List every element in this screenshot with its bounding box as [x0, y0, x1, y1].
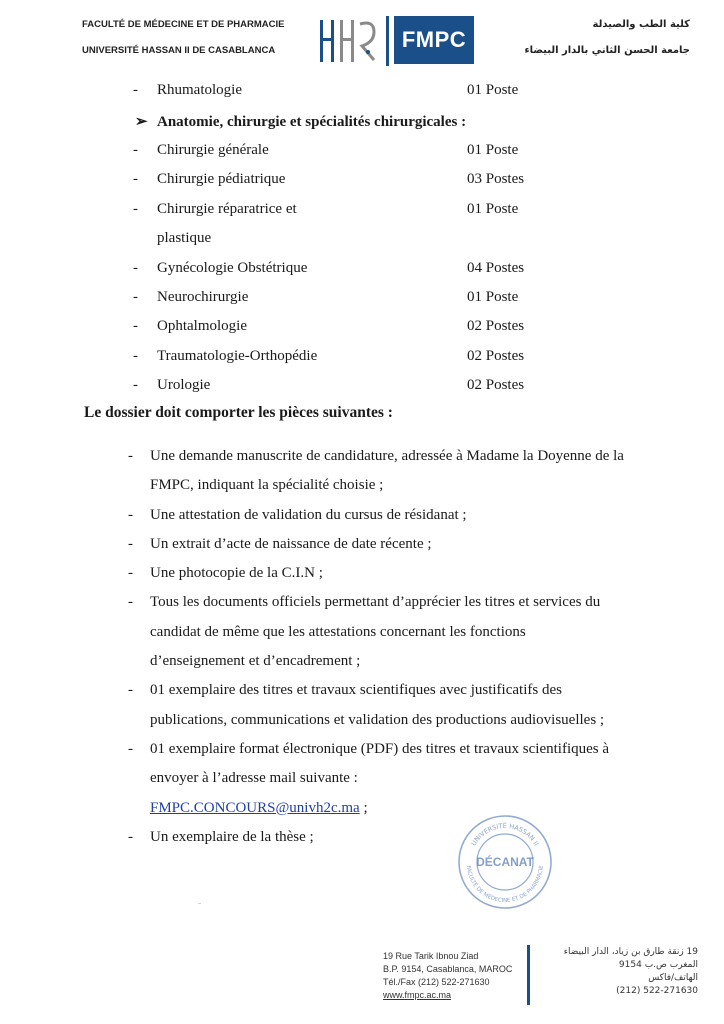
specialty-name: Traumatologie-Orthopédie [157, 348, 318, 364]
document-text: Un exemplaire de la thèse ; [150, 828, 314, 845]
list-dash: - [128, 594, 133, 611]
post-count: 03 Postes [467, 171, 525, 187]
email-link[interactable]: FMPC.CONCOURS@univh2c.ma [150, 799, 360, 816]
post-count: 01 Poste [467, 82, 519, 98]
stamp-top-text: UNIVERSITÉ HASSAN II [469, 821, 541, 848]
list-dash: - [128, 448, 133, 464]
faculty-name-fr: FACULTÉ DE MÉDECINE ET DE PHARMACIE [82, 19, 285, 30]
post-count: 02 Postes [467, 377, 525, 393]
list-dash: - [128, 535, 133, 552]
specialty-row [0, 82, 724, 111]
post-count: 01 Poste [467, 201, 519, 217]
list-item [0, 530, 724, 559]
list-item [0, 501, 724, 530]
stamp-seal-icon [455, 812, 555, 912]
list-dash: - [128, 682, 133, 699]
list-item [0, 588, 724, 676]
specialty-row [0, 289, 724, 318]
stamp-center-text: DÉCANAT [476, 855, 534, 869]
list-item [0, 735, 724, 823]
header-right [524, 12, 690, 64]
specialty-name: Urologie [157, 377, 211, 393]
post-count: 01 Poste [467, 289, 519, 305]
list-dash: - [133, 348, 138, 364]
list-dash: - [128, 740, 133, 757]
specialty-name: Chirurgie réparatrice et [157, 201, 297, 217]
list-item [0, 823, 724, 852]
specialty-row [0, 201, 724, 230]
university-name-fr: UNIVERSITÉ HASSAN II DE CASABLANCA [82, 45, 276, 56]
specialty-name: Gynécologie Obstétrique [157, 260, 308, 276]
list-dash: - [133, 82, 138, 98]
list-dash: - [133, 289, 138, 305]
specialty-row [0, 171, 724, 200]
dossier-heading: Le dossier doit comporter les pièces suivantes : [84, 404, 393, 421]
specialty-row [0, 260, 724, 289]
footer-address-fr [383, 950, 512, 1002]
section-title-text: Anatomie, chirurgie et spécialités chirurgicales : [157, 114, 467, 130]
document-text: Une attestation de validation du cursus de résidanat ; [150, 506, 467, 523]
footer-po-box-ar: المغرب ص.ب 9154 [618, 960, 698, 970]
list-dash: - [133, 260, 138, 276]
logo-separator [386, 16, 389, 66]
list-dash: - [128, 828, 133, 845]
footer-website-link[interactable]: www.fmpc.ac.ma [383, 990, 452, 1000]
specialty-name: Rhumatologie [157, 82, 242, 98]
specialty-name: Neurochirurgie [157, 289, 249, 305]
header-left [82, 12, 285, 64]
document-text: Un extrait d’acte de naissance de date récente ; [150, 535, 432, 552]
list-dash: - [128, 565, 133, 582]
footer-po-box: B.P. 9154, Casablanca, MAROC [383, 964, 513, 974]
scan-mark: - [198, 898, 202, 909]
specialty-name: Chirurgie générale [157, 142, 269, 158]
footer-phone-label-ar: الهاتف/فاكس [648, 973, 698, 983]
list-item [0, 442, 724, 501]
list-dash: - [133, 142, 138, 158]
list-dash: - [133, 377, 138, 393]
post-count: 04 Postes [467, 260, 525, 276]
list-dash: - [133, 171, 138, 187]
specialty-name-continuation: plastique [157, 230, 212, 246]
footer-street-ar: 19 زنقة طارق بن زياد، الدار البيضاء [563, 947, 698, 957]
specialty-name: Chirurgie pédiatrique [157, 171, 286, 187]
post-count: 01 Poste [467, 142, 519, 158]
fmpc-logo [318, 16, 474, 66]
specialty-name: Ophtalmologie [157, 318, 247, 334]
document-text: Une photocopie de la C.I.N ; [150, 565, 323, 582]
section-title [135, 112, 466, 131]
required-documents-list [0, 442, 724, 852]
specialty-row [0, 348, 724, 377]
footer-phone: Tél./Fax (212) 522-271630 [383, 977, 490, 987]
footer-separator [527, 945, 530, 1005]
list-item [0, 676, 724, 735]
specialty-row [0, 377, 724, 406]
list-item [0, 559, 724, 588]
footer-phone-ar: (212) 522-271630 [616, 986, 698, 996]
logo-text: FMPC [394, 16, 474, 64]
document-text: Tous les documents officiels permettant d’apprécier les titres et services du candidat de même que les attestations concernant les fonctions d’enseignement et d’encadrement ; [150, 594, 601, 670]
arrow-bullet-icon: ➢ [135, 114, 148, 130]
document-text: 01 exemplaire des titres et travaux scientifiques avec justificatifs des publications, communications et validation des productions audiovisuelles ; [150, 682, 605, 728]
email-suffix: ; [359, 799, 368, 816]
footer-address-ar [538, 946, 698, 998]
list-dash: - [133, 318, 138, 334]
decanat-stamp [455, 812, 555, 912]
specialty-row [0, 318, 724, 347]
post-count: 02 Postes [467, 318, 525, 334]
university-logo-icon [318, 16, 380, 66]
stamp-bottom-text: FACULTÉ DE MÉDECINE ET DE PHARMACIE [465, 865, 546, 905]
document-text: Une demande manuscrite de candidature, adressée à Madame la Doyenne de la FMPC, indiquant la spécialité choisie ; [150, 448, 624, 494]
university-name-ar: جامعة الحسن الثاني بالدار البيضاء [524, 45, 690, 56]
footer-street: 19 Rue Tarik Ibnou Ziad [383, 951, 479, 961]
faculty-name-ar: كلية الطب والصيدلة [592, 19, 690, 30]
post-count: 02 Postes [467, 348, 525, 364]
list-dash: - [133, 201, 138, 217]
document-text: 01 exemplaire format électronique (PDF) des titres et travaux scientifiques à envoyer à l’adresse mail suivante : [150, 740, 610, 787]
specialty-row [0, 142, 724, 171]
list-dash: - [128, 506, 133, 523]
